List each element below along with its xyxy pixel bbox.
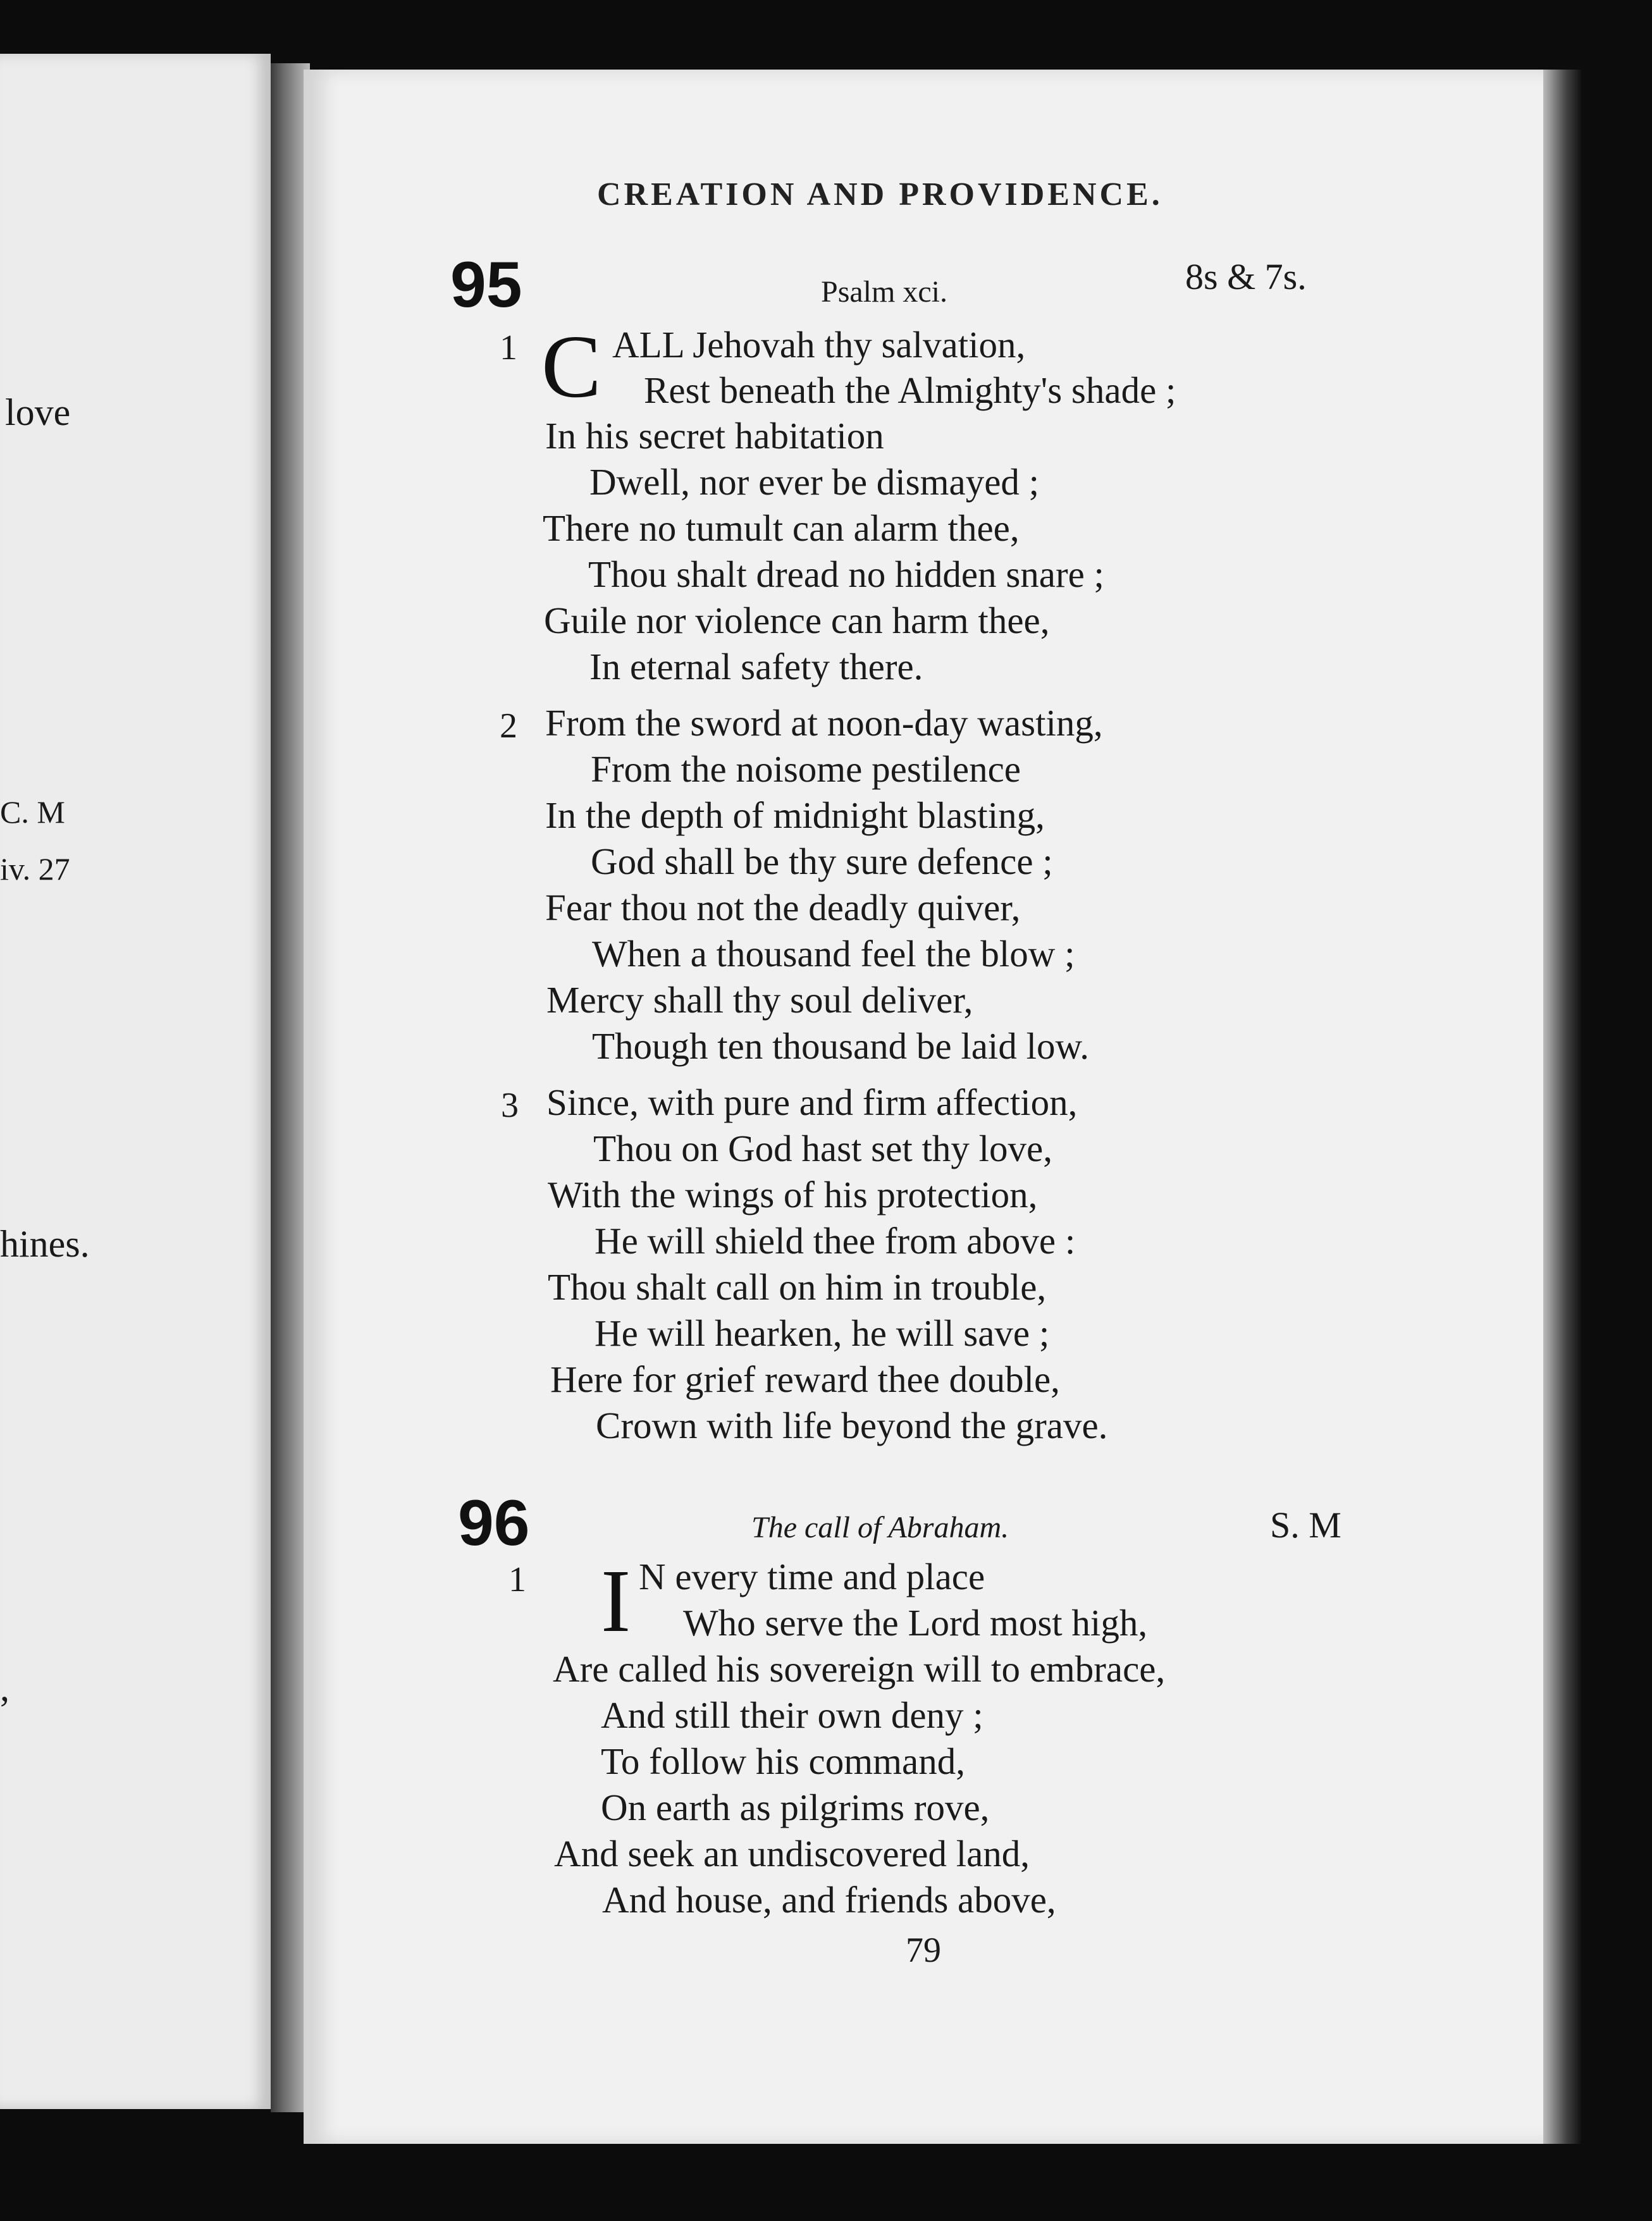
- hymn-subtitle: Psalm xci.: [821, 275, 947, 309]
- left-page-fragment: iv. 27: [0, 851, 70, 887]
- hymn-line: Are called his sovereign will to embrace,: [553, 1648, 1166, 1690]
- facing-left-page: [0, 54, 271, 2109]
- drop-cap: C: [541, 316, 601, 416]
- page-edge-shadow: [1543, 70, 1581, 2144]
- hymn-line: N every time and place: [639, 1556, 985, 1597]
- verse-number: 1: [509, 1560, 526, 1599]
- hymn-number: 96: [458, 1487, 530, 1559]
- hymn-line: Thou shalt dread no hidden snare ;: [588, 553, 1104, 595]
- hymn-line: ALL Jehovah thy salvation,: [612, 324, 1026, 366]
- hymn-line: Since, with pure and firm affection,: [546, 1081, 1078, 1123]
- hymn-line: And house, and friends above,: [602, 1879, 1056, 1921]
- hymn-meter: S. M: [1270, 1504, 1341, 1546]
- hymn-line: Though ten thousand be laid low.: [592, 1025, 1089, 1067]
- hymn-line: From the sword at noon-day wasting,: [545, 702, 1103, 744]
- hymn-line: Thou on God hast set thy love,: [593, 1128, 1052, 1169]
- hymn-line: When a thousand feel the blow ;: [592, 933, 1075, 975]
- hymn-line: With the wings of his protection,: [548, 1174, 1038, 1215]
- hymn-line: And seek an undiscovered land,: [554, 1833, 1030, 1874]
- verse-number: 1: [500, 328, 517, 367]
- hymn-line: On earth as pilgrims rove,: [601, 1787, 990, 1828]
- hymn-number: 95: [450, 249, 522, 321]
- hymn-line: Dwell, nor ever be dismayed ;: [589, 461, 1040, 503]
- left-page-fragment: C. M: [0, 794, 65, 830]
- hymn-line: He will hearken, he will save ;: [595, 1312, 1050, 1354]
- hymn-line: In his secret habitation: [545, 415, 884, 457]
- hymn-line: He will shield thee from above :: [595, 1220, 1076, 1262]
- hymn-line: Crown with life beyond the grave.: [596, 1405, 1108, 1446]
- hymn-line: Fear thou not the deadly quiver,: [545, 887, 1021, 928]
- hymn-line: To follow his command,: [601, 1740, 965, 1782]
- hymn-subtitle: The call of Abraham.: [751, 1511, 1009, 1544]
- hymn-line: Mercy shall thy soul deliver,: [546, 979, 973, 1021]
- hymn-line: Guile nor violence can harm thee,: [544, 600, 1050, 641]
- drop-cap: I: [601, 1551, 631, 1651]
- hymn-line: Rest beneath the Almighty's shade ;: [644, 369, 1176, 411]
- hymn-line: From the noisome pestilence: [591, 748, 1021, 790]
- verse-number: 2: [500, 706, 517, 746]
- hymn-line: In the depth of midnight blasting,: [545, 794, 1045, 836]
- left-page-fragment: love: [5, 391, 71, 433]
- running-head: CREATION AND PROVIDENCE.: [597, 176, 1163, 212]
- verse-number: 3: [501, 1086, 519, 1125]
- hymn-line: In eternal safety there.: [589, 646, 923, 687]
- hymn-line: There no tumult can alarm thee,: [543, 507, 1020, 549]
- hymn-line: Thou shalt call on him in trouble,: [548, 1266, 1047, 1308]
- hymn-line: God shall be thy sure defence ;: [591, 840, 1053, 882]
- hymn-meter: 8s & 7s.: [1185, 256, 1307, 297]
- hymn-line: Who serve the Lord most high,: [683, 1602, 1148, 1644]
- page-number: 79: [906, 1931, 941, 1970]
- hymn-line: Here for grief reward thee double,: [550, 1358, 1060, 1400]
- left-page-fragment: ,: [0, 1667, 9, 1709]
- left-page-fragment: hines.: [0, 1223, 90, 1265]
- hymn-line: And still their own deny ;: [601, 1694, 983, 1736]
